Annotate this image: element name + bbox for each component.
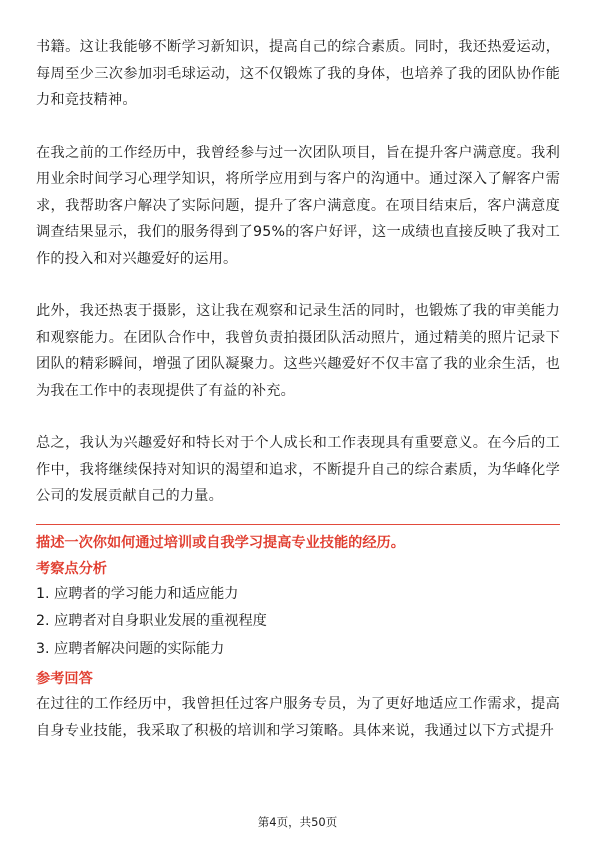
body-paragraph-3: 此外，我还热衷于摄影，这让我在观察和记录生活的同时，也锻炼了我的审美能力和观察能力。在团队合作中，我曾负责拍摄团队活动照片，通过精美的照片记录下团队的精彩瞬间，增强了团队凝聚力。这些兴趣爱好不仅丰富了我的业余生活，也为我在工作中的表现提供了有益的补充。 — [36, 303, 560, 399]
page-content — [36, 34, 560, 744]
answer-heading: 参考回答 — [36, 671, 93, 687]
body-paragraph-1: 书籍。这让我能够不断学习新知识，提高自己的综合素质。同时，我还热爱运动，每周至少三次参加羽毛球运动，这不仅锻炼了我的身体，也培养了我的团队协作能力和竞技精神。 — [36, 39, 560, 108]
analysis-item: 1. 应聘者的学习能力和适应能力 — [36, 585, 239, 602]
analysis-item: 2. 应聘者对自身职业发展的重视程度 — [36, 613, 267, 629]
interview-question: 描述一次你如何通过培训或自我学习提高专业技能的经历。 — [36, 534, 405, 551]
section-divider — [36, 524, 560, 525]
answer-paragraph: 在过往的工作经历中，我曾担任过客户服务专员，为了更好地适应工作需求，提高自身专业技能，我采取了积极的培训和学习策略。具体来说，我通过以下方式提升 — [36, 696, 560, 739]
body-paragraph-4: 总之，我认为兴趣爱好和特长对于个人成长和工作表现具有重要意义。在今后的工作中，我将继续保持对知识的渴望和追求，不断提升自己的综合素质，为华峰化学公司的发展贡献自己的力量。 — [36, 435, 560, 504]
page-number-footer: 第4页，共50页 — [257, 815, 338, 829]
body-paragraph-2: 在我之前的工作经历中，我曾经参与过一次团队项目，旨在提升客户满意度。我利用业余时间学习心理学知识，将所学应用到与客户的沟通中。通过深入了解客户需求，我帮助客户解决了实际问题，提升了客户满意度。在项目结束后，客户满意度调查结果显示，我们的服务得到了95%的客户好评，这一成绩也直接反映了我对工作的投入和对兴趣爱好的运用。 — [36, 144, 560, 267]
analysis-item: 3. 应聘者解决问题的实际能力 — [36, 640, 225, 657]
analysis-list — [36, 581, 560, 664]
analysis-heading: 考察点分析 — [36, 560, 107, 577]
